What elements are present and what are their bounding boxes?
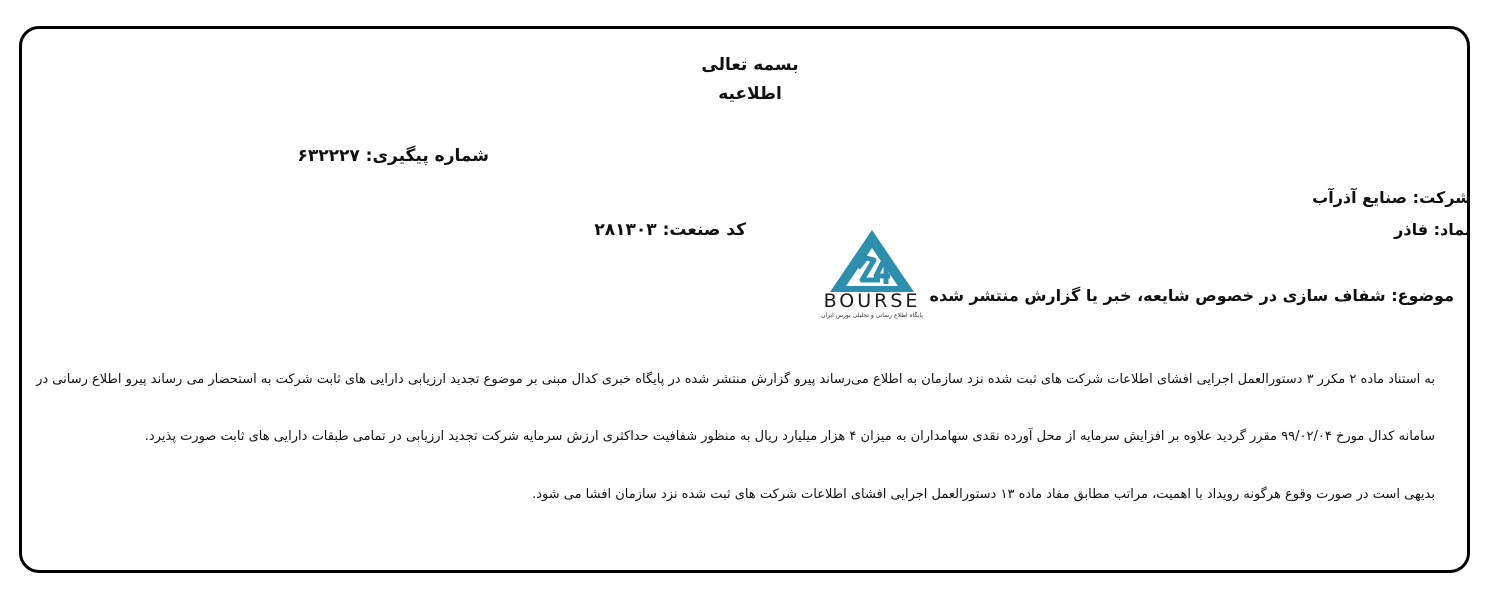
body-paragraph-1: به استناد ماده ۲ مکرر ۳ دستورالعمل اجرایی افشای اطلاعات شرکت های ثبت شده نزد سازمان به اطلاع می‌رساند پیرو گزارش منتشر شده در پایگاه خبری کدال مبنی بر موضوع تجدید ارزیابی دارایی های ثابت شرکت به استحضار می رساند پیرو اطلاع رسانی در <box>36 372 1435 387</box>
bourse-triangle-icon <box>814 222 930 294</box>
notice-title: اطلاعیه <box>718 84 782 104</box>
notice-subject: موضوع: شفاف سازی در خصوص شایعه، خبر یا گزارش منتشر شده <box>929 286 1454 305</box>
company-name: شرکت: صنایع آذرآب <box>1312 188 1471 207</box>
logo-caption: پایگاه اطلاع رسانی و تحلیلی بورس ایران <box>821 312 923 319</box>
body-paragraph-3: بدیهی است در صورت وقوع هرگونه رویداد با اهمیت، مراتب مطابق مفاد ماده ۱۳ دستورالعمل اجرایی افشای اطلاعات شرکت های ثبت شده نزد سازمان افشا می شود. <box>532 487 1435 502</box>
body-paragraph-2: سامانه کدال مورخ ۹۹/۰۲/۰۴ مقرر گردید علاوه بر افزایش سرمایه از محل آورده نقدی سهامداران به میزان ۴ هزار میلیارد ریال به منظور شفافیت حداکثری ارزش سرمایه شرکت تجدید ارزیابی در تمامی طبقات دارایی های ثابت صورت پذیرد. <box>144 429 1435 444</box>
industry-code: کد صنعت: ۲۸۱۳۰۳ <box>594 220 746 240</box>
tracking-number: شماره پیگیری: ۶۳۲۲۲۷ <box>297 146 489 166</box>
bismillah-heading: بسمه تعالی <box>701 55 799 75</box>
logo-wordmark: BOURSE <box>823 290 921 312</box>
ticker-symbol: نماد: فاذر <box>1394 220 1471 239</box>
bourse-logo <box>814 222 930 322</box>
